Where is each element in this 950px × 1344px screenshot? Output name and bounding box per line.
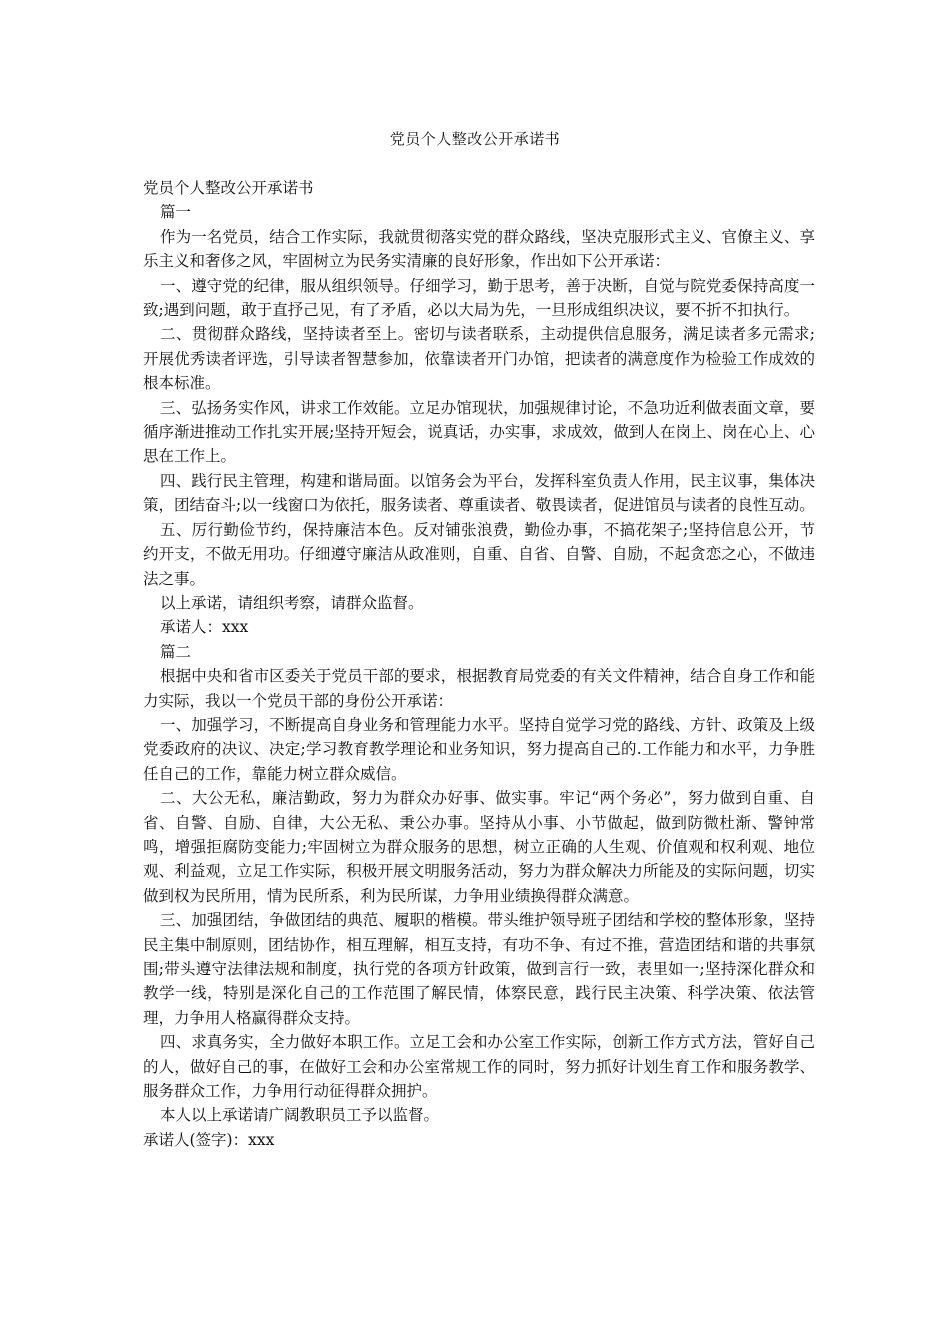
paragraph: 根据中央和省市区委关于党员干部的要求，根据教育局党委的有关文件精神，结合自身工作和能力实际，我以一个党员干部的身份公开承诺： xyxy=(143,667,815,710)
paragraph: 二、大公无私，廉洁勤政，努力为群众办好事、做实事。牢记“两个务必”，努力做到自重、自省、自警、自励、自律，大公无私、秉公办事。坚持从小事、小节做起，做到防微杜渐、警钟常鸣，增强拒腐防变能力;牢固树立为群众服务的思想，树立正确的人生观、价值观和权利观、地位观、利益观，立足工作实际，积极开展文明服务活动，努力为群众解决力所能及的实际问题，切实做到权为民所用，情为民所系，利为民所谋，力争用业绩换得群众满意。 xyxy=(143,789,815,905)
paragraph: 五、厉行勤俭节约，保持廉洁本色。反对铺张浪费，勤俭办事，不搞花架子;坚持信息公开，节约开支，不做无用功。仔细遵守廉洁从政准则，自重、自省、自警、自励，不起贪恋之心，不做违法之事。 xyxy=(143,520,815,588)
paragraph: 一、加强学习，不断提高自身业务和管理能力水平。坚持自觉学习党的路线、方针、政策及上级党委政府的决议、决定;学习教育教学理论和业务知识，努力提高自己的.工作能力和水平，力争胜任自己的工作，靠能力树立群众威信。 xyxy=(143,715,815,783)
paragraph: 以上承诺，请组织考察，请群众监督。 xyxy=(160,593,424,612)
paragraph: 四、求真务实，全力做好本职工作。立足工会和办公室工作实际，创新工作方式方法，管好自己的人，做好自己的事，在做好工会和办公室常规工作的同时，努力抓好计划生育工作和服务教学、服务群众工作，力争用行动征得群众拥护。 xyxy=(143,1033,815,1101)
paragraph: 三、弘扬务实作风，讲求工作效能。立足办馆现状，加强规律讨论，不急功近利做表面文章，要循序渐进推动工作扎实开展;坚持开短会，说真话，办实事，求成效，做到人在岗上、岗在心上、心思在工作上。 xyxy=(143,398,815,466)
paragraph: 作为一名党员，结合工作实际，我就贯彻落实党的群众路线，坚决克服形式主义、官僚主义、享乐主义和奢侈之风，牢固树立为民务实清廉的良好形象，作出如下公开承诺： xyxy=(143,227,815,271)
document-body xyxy=(143,176,815,1152)
signature-line-2: 承诺人(签字)：xxx xyxy=(143,1130,275,1149)
section-label-1: 篇一 xyxy=(160,203,192,222)
paragraph: 二、贯彻群众路线，坚持读者至上。密切与读者联系，主动提供信息服务，满足读者多元需求;开展优秀读者评选，引导读者智慧参加，依靠读者开门办馆，把读者的满意度作为检验工作成效的根本标准。 xyxy=(143,325,815,393)
body-heading: 党员个人整改公开承诺书 xyxy=(143,179,314,197)
signature-line-1: 承诺人：xxx xyxy=(160,618,249,637)
paragraph: 四、践行民主管理，构建和谐局面。以馆务会为平台，发挥科室负责人作用，民主议事，集体决策，团结奋斗;以一线窗口为依托，服务读者、尊重读者、敬畏读者，促进馆员与读者的良性互动。 xyxy=(143,471,815,515)
paragraph: 本人以上承诺请广阔教职员工予以监督。 xyxy=(160,1106,440,1125)
paragraph: 一、遵守党的纪律，服从组织领导。仔细学习，勤于思考，善于决断，自觉与院党委保持高度一致;遇到问题，敢于直抒己见，有了矛盾，必以大局为先，一旦形成组织决议，要不折不扣执行。 xyxy=(143,276,815,320)
paragraph: 三、加强团结，争做团结的典范、履职的楷模。带头维护领导班子团结和学校的整体形象，坚持民主集中制原则，团结协作，相互理解，相互支持，有功不争、有过不推，营造团结和谐的共事氛围;带头遵守法律法规和制度，执行党的各项方针政策，做到言行一致，表里如一;坚持深化群众和教学一线，特别是深化自己的工作范围了解民情，体察民意，践行民主决策、科学决策、依法管理，力争用人格赢得群众支持。 xyxy=(143,911,815,1027)
section-label-2: 篇二 xyxy=(160,642,192,661)
document-title: 党员个人整改公开承诺书 xyxy=(389,130,561,148)
